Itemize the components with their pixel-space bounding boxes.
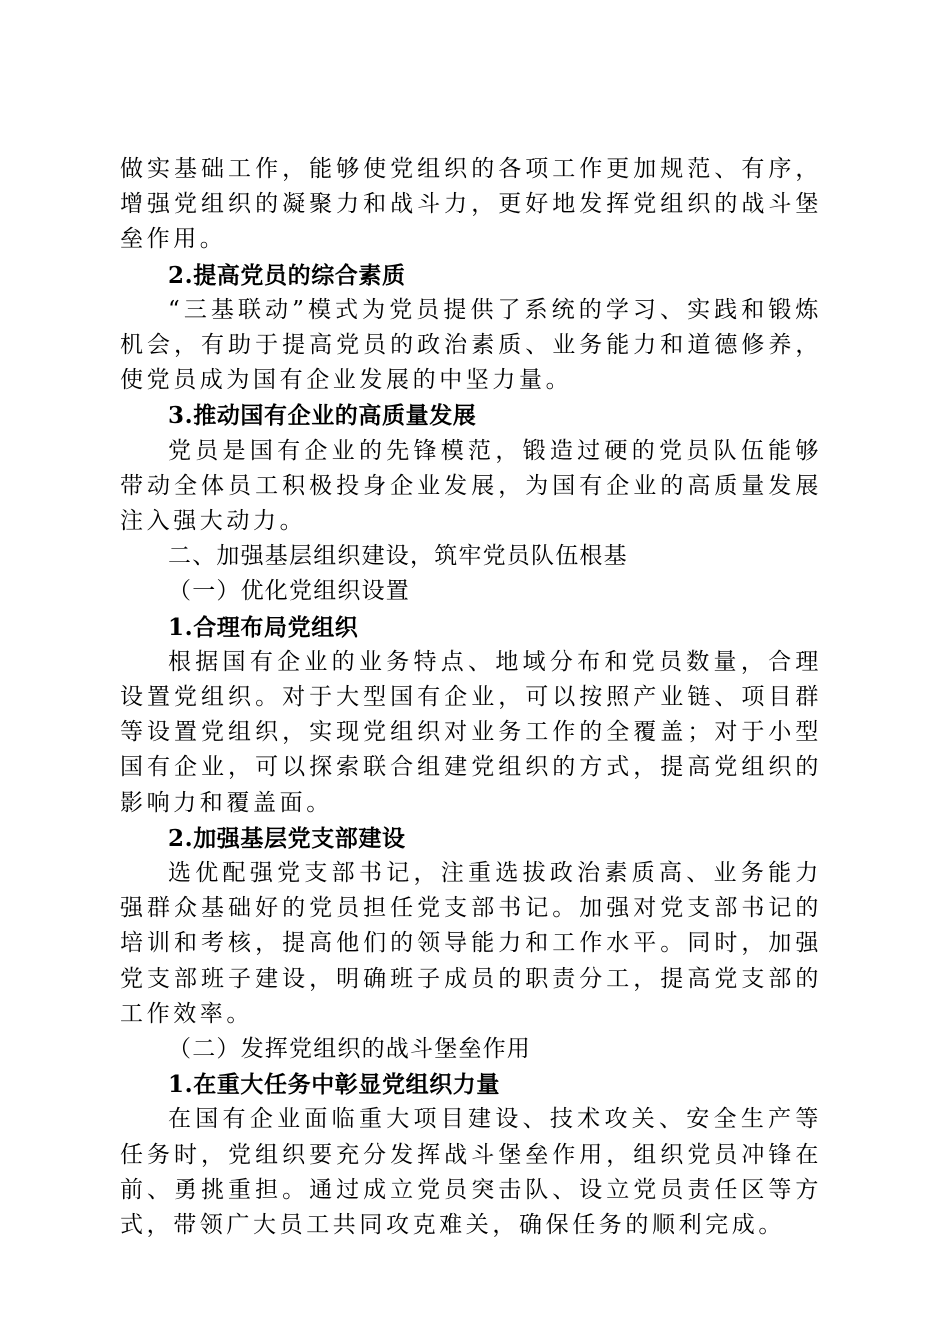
- sub-section-heading: （一）优化党组织设置: [168, 578, 410, 605]
- subheading: 1.合理布局党组织: [168, 613, 359, 641]
- body-paragraph: 根据国有企业的业务特点、地域分布和党员数量，合理设置党组织。对于大型国有企业，可以按照产业链、项目群等设置党组织，实现党组织对业务工作的全覆盖；对于小型国有企业，可以探索联合组建党组织的方式，提高党组织的影响力和覆盖面。: [120, 648, 822, 816]
- body-paragraph: 党员是国有企业的先锋模范，锻造过硬的党员队伍能够带动全体员工积极投身企业发展，为国有企业的高质量发展注入强大动力。: [120, 437, 822, 535]
- body-paragraph: 做实基础工作，能够使党组织的各项工作更加规范、有序，增强党组织的凝聚力和战斗力，更好地发挥党组织的战斗堡垒作用。: [120, 156, 822, 253]
- subheading: 2.加强基层党支部建设: [168, 824, 406, 852]
- body-paragraph: 在国有企业面临重大项目建设、技术攻关、安全生产等任务时，党组织要充分发挥战斗堡垒作用，组织党员冲锋在前、勇挑重担。通过成立党员突击队、设立党员责任区等方式，带领广大员工共同攻克难关，确保任务的顺利完成。: [120, 1106, 822, 1239]
- subheading: 1.在重大任务中彰显党组织力量: [168, 1071, 501, 1099]
- section-heading: 二、加强基层组织建设，筑牢党员队伍根基: [168, 543, 628, 570]
- sub-section-heading: （二）发挥党组织的战斗堡垒作用: [168, 1036, 531, 1063]
- body-paragraph: 选优配强党支部书记，注重选拔政治素质高、业务能力强群众基础好的党员担任党支部书记。加强对党支部书记的培训和考核，提高他们的领导能力和工作水平。同时，加强党支部班子建设，明确班子成员的职责分工，提高党支部的工作效率。: [120, 860, 822, 1027]
- document-page: [120, 152, 822, 1243]
- subheading: 2.提高党员的综合素质: [168, 261, 406, 289]
- body-paragraph: “三基联动”模式为党员提供了系统的学习、实践和锻炼机会，有助于提高党员的政治素质、业务能力和道德修养，使党员成为国有企业发展的中坚力量。: [120, 296, 822, 394]
- subheading: 3.推动国有企业的高质量发展: [168, 402, 477, 430]
